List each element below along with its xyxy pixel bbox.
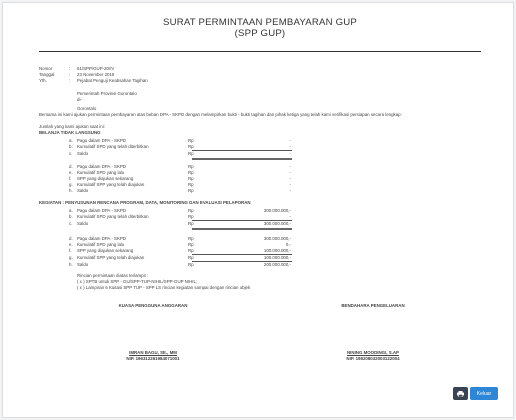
- item-label: Saldo: [77, 221, 89, 226]
- signature-nip-left: NIP. 196312261984071001: [126, 356, 180, 361]
- item-currency: Rp: [188, 262, 194, 267]
- meta-value-yth: Pejabat Penguji Keabsahan Tagihan: [77, 78, 148, 83]
- item-label: Saldo: [77, 188, 89, 193]
- close-button[interactable]: Keluar: [470, 387, 498, 400]
- item-amount: -: [289, 144, 291, 149]
- signature-role-right: BENDAHARA PENGELUARAN: [341, 303, 405, 308]
- signature-nip-right: NIP. 198208032003122004: [346, 356, 400, 361]
- item-letter: b.: [69, 144, 73, 149]
- printer-icon: [457, 391, 464, 397]
- item-letter: h.: [69, 188, 73, 193]
- subtotal-rule: [192, 150, 292, 151]
- item-letter: h.: [69, 262, 73, 267]
- item-label: Pagu dalam DPA - SKPD: [77, 208, 126, 213]
- item-letter: c.: [69, 221, 73, 226]
- item-letter: g.: [69, 182, 73, 187]
- signature-name-left: IMRAN BAGU, SE., MM: [129, 350, 177, 355]
- item-letter: d.: [69, 164, 73, 169]
- item-amount: -: [289, 188, 291, 193]
- meta-label-nomor: Nomor: [39, 66, 53, 71]
- item-label: SPP yang diajukan sekarang: [77, 176, 134, 181]
- item-amount: 200.000.000,-: [263, 262, 291, 267]
- item-label: SPP yang diajukan sekarang: [77, 248, 134, 253]
- item-label: Pagu dalam DPA - SKPD: [77, 164, 126, 169]
- item-letter: g.: [69, 255, 73, 260]
- item-amount: -: [289, 170, 291, 175]
- address-line: Pemerintah Provinsi Gorontalo: [77, 91, 137, 96]
- title-divider: [39, 51, 481, 52]
- attachment-item: ( x ) Lampiran 6 Kuitasi SPP TUP - SPP LS rincian kegiatan sampai dengan rincian objek: [77, 285, 251, 290]
- item-amount: -: [289, 151, 291, 156]
- item-label: Saldo: [77, 262, 89, 267]
- item-label: Kumulatif SPD yang telah diterbitkan: [77, 214, 149, 219]
- print-button[interactable]: [453, 387, 468, 400]
- item-amount: -: [289, 164, 291, 169]
- intro-paragraph: Bersama ini kami ajukan permintaan pembayaran atas beban DPA - SKPD dengan melampirkan bukti - bukti tagihan dan pihak ketiga yang telah kami verifikasi persiapan secara lengkap:: [39, 112, 402, 117]
- item-currency: Rp: [188, 144, 194, 149]
- item-letter: a.: [69, 138, 73, 143]
- item-currency: Rp: [188, 170, 194, 175]
- meta-value-nomor: 61/SPP/GUP-20/IV: [77, 66, 115, 71]
- item-amount: -: [289, 214, 291, 219]
- address-line: di-: [77, 97, 82, 102]
- item-letter: c.: [69, 151, 73, 156]
- item-currency: Rp: [188, 214, 194, 219]
- meta-label-yth: Yth.: [39, 78, 47, 83]
- item-letter: d.: [69, 236, 73, 241]
- item-amount: 300.000.000,-: [263, 221, 291, 226]
- item-label: Pagu dalam DPA - SKPD: [77, 236, 126, 241]
- attachment-item: ( x ) SPTB untuk SPP - GU/SPP-TUP-NIHIL/SPP-GUP NIHIL;: [77, 279, 198, 284]
- meta-sep: :: [69, 78, 71, 83]
- item-currency: Rp: [188, 188, 194, 193]
- item-letter: e.: [69, 242, 73, 247]
- item-currency: Rp: [188, 221, 194, 226]
- item-currency: Rp: [188, 176, 194, 181]
- meta-sep: :: [69, 66, 71, 71]
- item-letter: a.: [69, 208, 73, 213]
- item-letter: b.: [69, 214, 73, 219]
- document-panel: [2, 2, 514, 418]
- item-label: Kumulatif SPP yang telah diajukan: [77, 255, 145, 260]
- meta-value-tanggal: 23 November 2019: [77, 72, 115, 77]
- item-currency: Rp: [188, 164, 194, 169]
- item-amount: 300.000.000,-: [263, 208, 291, 213]
- item-amount: 100.000.000,-: [263, 255, 291, 260]
- item-currency: Rp: [188, 182, 194, 187]
- total-line: Jumlah yang kami ajukan saat ini:: [39, 124, 105, 129]
- item-currency: Rp: [188, 242, 194, 247]
- item-amount: -: [289, 182, 291, 187]
- signature-role-left: KUASA PENGGUNA ANGGARAN: [118, 303, 188, 308]
- item-label: Kumulatif SPD yang lalu: [77, 170, 125, 175]
- item-currency: Rp: [188, 208, 194, 213]
- document-subtitle: (SPP GUP): [234, 28, 286, 39]
- item-amount: 300.000.000,-: [263, 236, 291, 241]
- item-currency: Rp: [188, 151, 194, 156]
- total-rule: [192, 158, 292, 160]
- item-letter: f.: [69, 248, 72, 253]
- meta-sep: :: [69, 72, 71, 77]
- item-amount: -: [289, 138, 291, 143]
- item-label: Kumulatif SPD yang telah diterbitkan: [77, 144, 149, 149]
- item-letter: e.: [69, 170, 73, 175]
- item-currency: Rp: [188, 138, 194, 143]
- signature-name-right: NINING MOODINGI, S.AP: [347, 350, 399, 355]
- item-label: Kumulatif SPD yang lalu: [77, 242, 125, 247]
- item-amount: -: [289, 176, 291, 181]
- item-label: Pagu dalam DPA - SKPD: [77, 138, 126, 143]
- item-letter: f.: [69, 176, 72, 181]
- address-line: Gorontalo: [77, 106, 97, 111]
- meta-label-tanggal: Tanggal: [39, 72, 55, 77]
- section2-heading: KEGIATAN : PENYUSUNAN RENCANA PROGRAM, DATA, MONITORING DAN EVALUASI PELAPORAN: [39, 200, 251, 205]
- total-rule: [192, 228, 292, 230]
- item-amount: 0,-: [285, 242, 291, 247]
- document-title: SURAT PERMINTAAN PEMBAYARAN GUP: [162, 17, 358, 28]
- spp-document: [39, 17, 481, 290]
- item-label: Kumulatif SPP yang telah diajukan: [77, 182, 145, 187]
- item-currency: Rp: [188, 236, 194, 241]
- attachments-intro: Rincian permintaan diatas terlampir :: [77, 273, 149, 278]
- item-currency: Rp: [188, 255, 194, 260]
- section1-heading: BELANJA TIDAK LANGSUNG: [39, 130, 101, 135]
- item-amount: 100.000.000,-: [263, 248, 291, 253]
- item-label: Saldo: [77, 151, 89, 156]
- item-currency: Rp: [188, 248, 194, 253]
